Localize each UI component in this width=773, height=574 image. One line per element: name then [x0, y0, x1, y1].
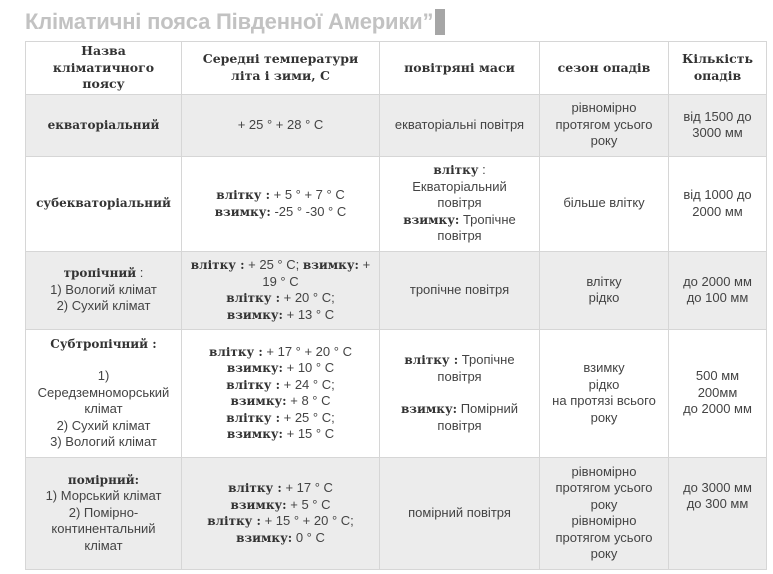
zone-name: екваторіальний	[47, 117, 160, 132]
summer-value: + 25 ° С;	[280, 409, 335, 425]
season-line: протягом усього	[555, 116, 653, 132]
table-row	[26, 457, 767, 569]
winter-value: + 13 ° С	[283, 306, 335, 322]
air-value: екваторіальні повітря	[394, 116, 525, 132]
winter-label: взимку:	[214, 204, 271, 219]
subtype-line: 1) Морський клімат	[45, 488, 162, 504]
temp-line: 19 ° С	[262, 273, 299, 289]
cell-season	[540, 457, 669, 569]
zone-name-sep: :	[136, 265, 144, 281]
summer-label: влітку :	[207, 514, 261, 528]
summer-value: + 15 ° + 20 ° С;	[260, 513, 354, 528]
amount-line: 2000 мм	[692, 203, 743, 219]
summer-label: влітку	[433, 163, 479, 178]
winter-value: Тропічне	[459, 211, 516, 227]
winter-value: + 10 ° С	[283, 360, 335, 375]
cell-air	[380, 94, 540, 156]
table-row	[26, 94, 767, 156]
summer-label: влітку :	[209, 344, 263, 359]
winter-label: взимку:	[400, 402, 458, 416]
summer-value: Тропічне	[458, 352, 515, 367]
cell-season	[540, 94, 669, 156]
winter-value: + 15 ° С	[283, 426, 335, 441]
summer-label: влітку :	[226, 291, 281, 305]
cell-air	[380, 156, 540, 251]
cell-season	[540, 329, 669, 457]
season-line: влітку	[586, 273, 622, 289]
winter-label: взимку:	[226, 427, 283, 441]
header-name: Назва кліматичного поясу	[26, 42, 182, 95]
table-row	[26, 329, 767, 457]
cell-temp	[182, 156, 380, 251]
subtype-line: 3) Вологий клімат	[50, 434, 157, 449]
cell-air	[380, 457, 540, 569]
cell-name	[26, 94, 182, 156]
cell-amount	[669, 251, 767, 329]
summer-label: влітку :	[190, 258, 245, 272]
air-value: помірний повітря	[408, 504, 511, 520]
winter-value: Помірний	[457, 401, 519, 416]
subtype-line: 2) Сухий клімат	[56, 417, 151, 433]
cell-temp	[182, 457, 380, 569]
subtype-line: Середземноморський	[37, 384, 170, 400]
winter-label: взимку:	[236, 530, 293, 545]
air-line: повітря	[437, 368, 482, 384]
winter-value: -25 ° -30 ° С	[270, 203, 347, 219]
summer-label: влітку :	[216, 188, 271, 202]
air-line: повітря	[437, 417, 482, 433]
subtype-line: 1) Вологий клімат	[50, 281, 157, 297]
summer-value: + 20 ° С;	[280, 290, 335, 305]
summer-label: влітку :	[228, 481, 282, 495]
cell-name	[26, 156, 182, 251]
zone-name: тропічний	[63, 266, 137, 281]
cell-season	[540, 156, 669, 251]
cell-air	[380, 251, 540, 329]
amount-line: 200мм	[697, 384, 738, 400]
title-text: Кліматичні пояса Південної Америки	[25, 9, 423, 34]
season-line: рідко	[588, 376, 620, 392]
amount-line: до 100 мм	[686, 290, 749, 305]
subtype-line: клімат	[84, 401, 123, 416]
season-line: року	[590, 409, 618, 425]
winter-label: взимку:	[230, 497, 287, 512]
table-row	[26, 251, 767, 329]
amount-line: 3000 мм	[692, 125, 743, 140]
air-line: Екваторіальний	[412, 178, 507, 194]
air-line: повітря	[437, 228, 482, 244]
air-line: повітря	[437, 195, 482, 211]
subtype-line: клімат	[84, 537, 123, 553]
winter-label: взимку:	[226, 361, 283, 375]
cell-amount	[669, 94, 767, 156]
amount-line: від 1000 до	[683, 187, 752, 202]
header-season: сезон опадів	[540, 42, 669, 95]
summer-value: + 24 ° С;	[280, 376, 335, 392]
summer-value: + 17 ° С	[281, 480, 333, 495]
cell-name	[26, 251, 182, 329]
cell-name	[26, 329, 182, 457]
header-air: повітряні маси	[380, 42, 540, 95]
winter-label: взимку:	[403, 212, 460, 227]
winter-label: взимку:	[302, 258, 359, 272]
cell-amount	[669, 457, 767, 569]
climate-table	[25, 41, 767, 570]
cell-air	[380, 329, 540, 457]
winter-value: 0 ° С	[292, 529, 325, 545]
amount-line: від 1500 до	[683, 108, 752, 124]
season-line: рідко	[588, 290, 620, 305]
zone-name: помірний:	[67, 472, 140, 487]
summer-label: влітку :	[226, 410, 281, 425]
summer-value: + 25 ° С;	[244, 257, 303, 272]
season-value: більше влітку	[563, 195, 645, 211]
title-cursor-bar	[435, 9, 445, 35]
season-line: рівномірно	[571, 513, 637, 528]
subtype-line: 1)	[97, 368, 110, 383]
summer-value: + 17 ° + 20 ° С	[262, 343, 352, 359]
subtype-line: 2) Помірно-	[68, 504, 139, 520]
amount-line: до 3000 мм	[683, 479, 752, 495]
season-line: протягом усього	[555, 480, 653, 495]
cell-amount	[669, 329, 767, 457]
cell-temp	[182, 251, 380, 329]
amount-line: до 2000 мм	[683, 273, 752, 289]
cell-temp	[182, 94, 380, 156]
season-line: року	[590, 133, 618, 149]
title-mark: ”	[422, 9, 434, 34]
winter-value: + 8 ° С	[286, 393, 331, 408]
table-row	[26, 156, 767, 251]
page-title	[25, 9, 445, 35]
summer-label: влітку :	[404, 353, 459, 367]
temp-value: + 25 ° + 28 ° С	[237, 116, 324, 132]
season-line: взимку	[583, 360, 625, 375]
winter-label: взимку:	[226, 307, 283, 322]
air-value: тропічне повітря	[409, 281, 510, 297]
header-temp: Середні температури літа і зими, С	[182, 42, 380, 95]
subtype-line: 2) Сухий клімат	[56, 298, 151, 314]
amount-line: до 300 мм	[686, 496, 749, 511]
season-line: рівномірно	[571, 463, 637, 479]
cell-temp	[182, 329, 380, 457]
summer-label: влітку :	[226, 377, 281, 392]
season-line: року	[590, 496, 618, 512]
zone-name: субекваторіальний	[36, 196, 171, 211]
header-amount: Кількість опадів	[669, 42, 767, 95]
cell-name	[26, 457, 182, 569]
winter-label: взимку:	[230, 394, 287, 408]
cell-season	[540, 251, 669, 329]
subtype-line: континентальний	[51, 521, 156, 537]
cell-amount	[669, 156, 767, 251]
summer-value: + 5 ° + 7 ° С	[270, 187, 345, 202]
amount-line: 500 мм	[695, 368, 740, 384]
summer-sep: :	[478, 162, 486, 178]
season-line: року	[590, 546, 618, 561]
winter-value: +	[358, 257, 371, 272]
season-line: рівномірно	[571, 100, 637, 116]
season-line: протягом усього	[555, 529, 653, 545]
zone-name: Субтропічний :	[50, 336, 157, 351]
amount-line: до 2000 мм	[683, 401, 752, 417]
season-line: на протязі всього	[552, 393, 656, 408]
winter-value: + 5 ° С	[286, 496, 331, 512]
